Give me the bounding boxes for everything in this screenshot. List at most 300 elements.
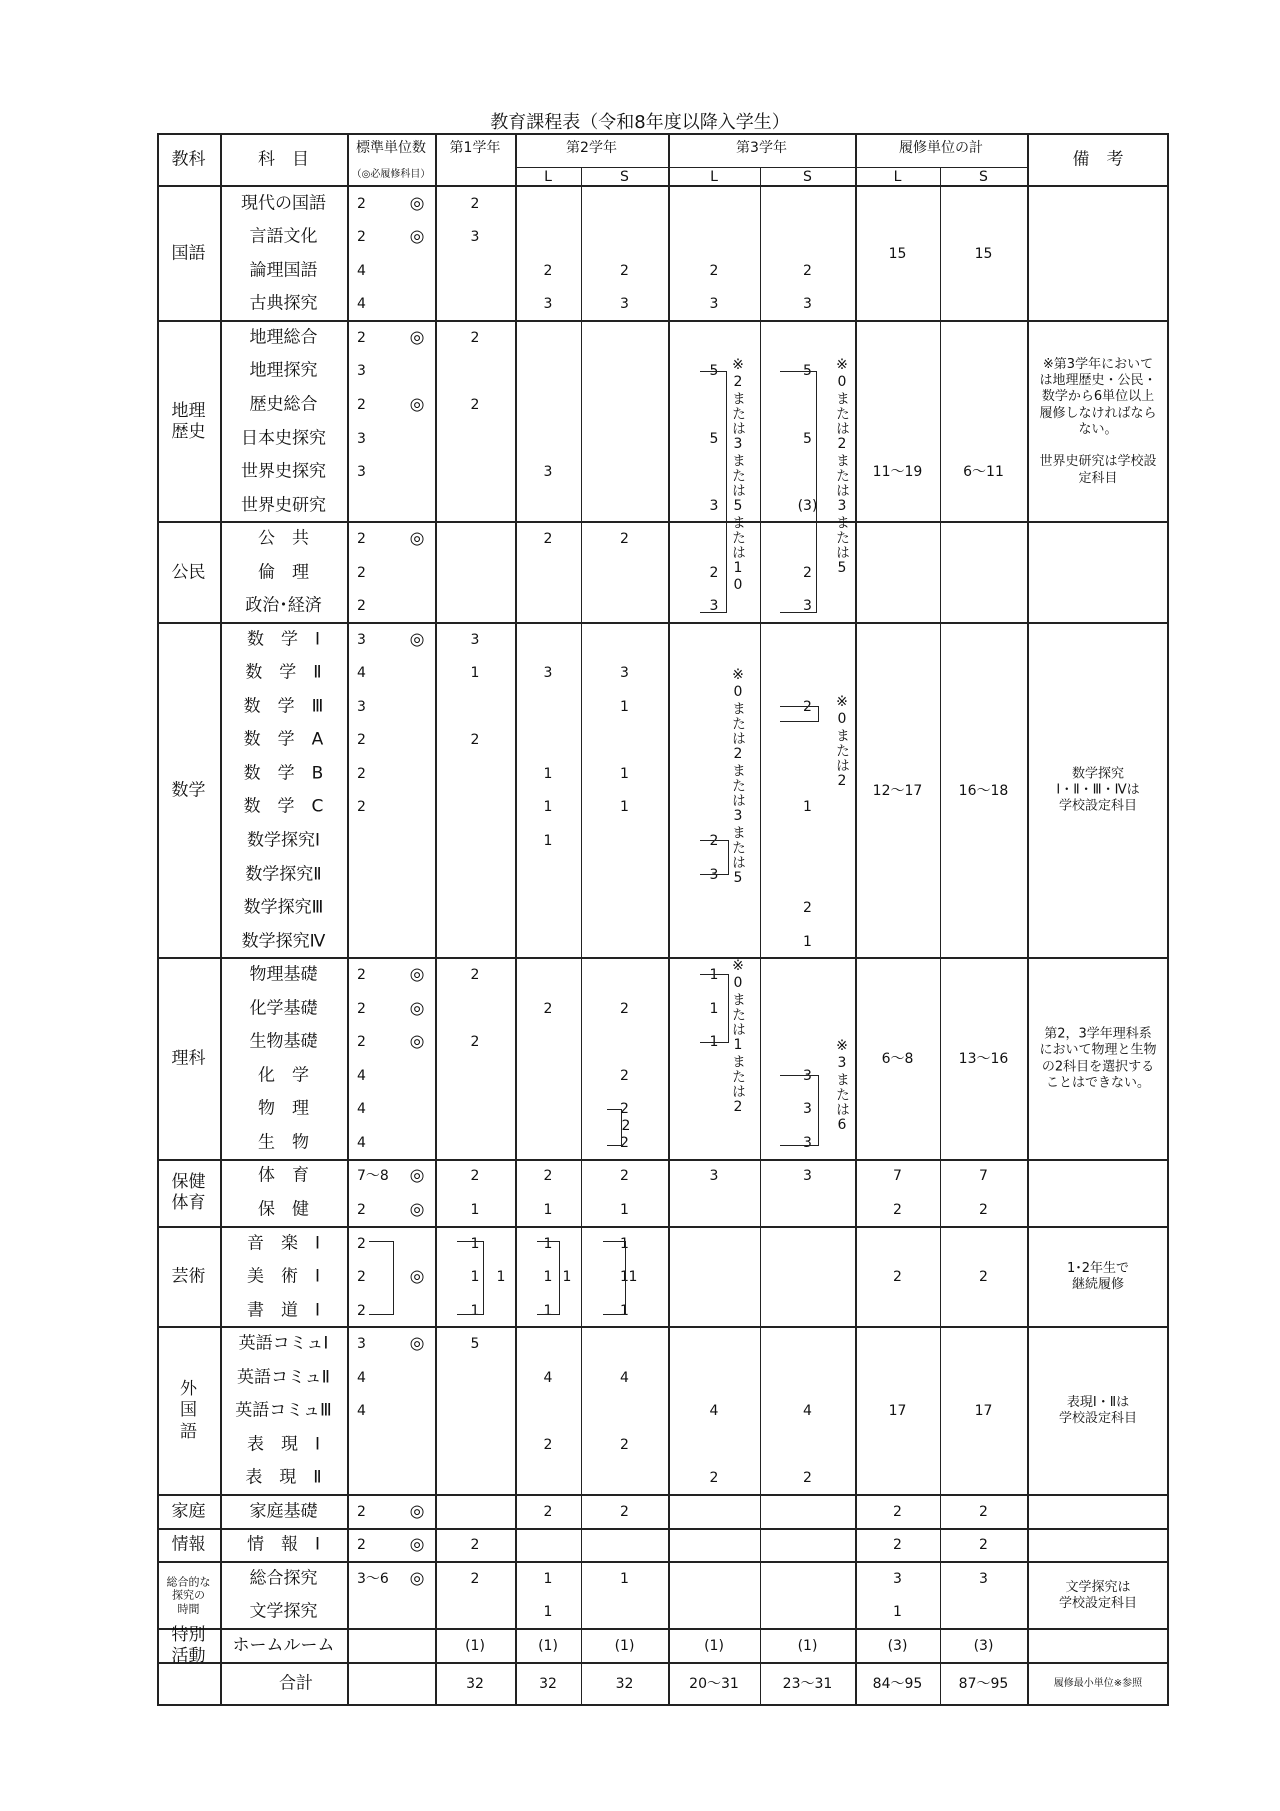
subject-name: 書 道 Ⅰ xyxy=(246,1300,321,1321)
year2-S-value: 1 xyxy=(620,1201,629,1218)
year3-S-value: 2 xyxy=(803,564,812,581)
footer-y1: 32 xyxy=(466,1676,484,1693)
year3-L-value: 3 xyxy=(709,1168,719,1185)
std-units: 4 xyxy=(357,1101,366,1118)
footer-y3S: 23～31 xyxy=(782,1676,833,1693)
year2-L-value: 2 xyxy=(543,262,553,279)
year3-L-value: 3 xyxy=(709,866,719,883)
grid-line xyxy=(157,133,1169,135)
grid-line xyxy=(157,1528,1169,1530)
year1-value: 2 xyxy=(470,1168,480,1185)
hist-L-bracket xyxy=(700,371,727,613)
subject-name: 地理総合 xyxy=(249,327,318,348)
group-name: 国語 xyxy=(171,243,206,264)
std-units: 2 xyxy=(357,397,366,413)
group-name: 外 国 語 xyxy=(180,1379,197,1442)
curriculum-table xyxy=(157,133,1169,1706)
std-units: 2 xyxy=(357,531,366,548)
year2-L-value: 2 xyxy=(543,1503,553,1520)
grid-line xyxy=(435,133,437,1706)
std-units: 3 xyxy=(357,1336,366,1353)
header-ls: L xyxy=(893,169,902,185)
year2-S-value: 1 xyxy=(620,698,629,715)
header-year2: 第2学年 xyxy=(566,140,617,156)
subject-name: 言語文化 xyxy=(249,226,318,247)
header-ls: L xyxy=(710,169,718,185)
year1-value: 2 xyxy=(470,732,480,749)
footer-y3L: 20～31 xyxy=(689,1676,739,1693)
subject-name: 世界史研究 xyxy=(241,495,326,516)
grid-line xyxy=(157,1494,1169,1496)
footer-y2S: 32 xyxy=(615,1676,634,1693)
subject-name: 数学探究Ⅳ xyxy=(241,931,326,952)
year3-S-value: 2 xyxy=(803,698,812,715)
year3-S-value: 3 xyxy=(803,1101,812,1118)
std-units: 2 xyxy=(357,329,366,346)
std-units: 4 xyxy=(357,665,366,682)
grid-line xyxy=(760,167,761,1663)
year1-value: 2 xyxy=(470,967,480,984)
subject-name: 世界史探究 xyxy=(241,461,326,482)
year2-L-value: 2 xyxy=(543,531,553,548)
footer-totS: 87～95 xyxy=(958,1676,1009,1693)
year2-S-value: 2 xyxy=(620,1168,629,1185)
group-name: 理科 xyxy=(171,1048,206,1069)
sci-y2S-bracket xyxy=(607,1109,622,1146)
year3-S-value: 5 xyxy=(803,430,812,447)
grid-line xyxy=(157,521,1169,523)
grid-line xyxy=(347,133,349,1706)
total-S: 6～11 xyxy=(963,464,1004,481)
art-std-bracket xyxy=(369,1241,394,1316)
grid-line xyxy=(157,1662,1169,1664)
required-mark: ◎ xyxy=(409,1333,425,1354)
total-L: 3 xyxy=(893,1570,902,1587)
std-units: 2 xyxy=(357,1302,366,1319)
grid-line xyxy=(157,1561,1169,1563)
grid-line xyxy=(760,1663,761,1706)
grid-line xyxy=(157,957,1169,959)
year2-S-value: 2 xyxy=(620,1101,629,1118)
year3-S-value: (3) xyxy=(797,497,818,514)
year2-L-value: 3 xyxy=(543,665,553,682)
subject-name: ホームルーム xyxy=(232,1635,335,1656)
year2-L-value: 2 xyxy=(543,1168,553,1185)
header-hyojun: 標準単位数 xyxy=(356,140,426,156)
year3-S-value: 3 xyxy=(803,1067,812,1084)
year3-S-value: 1 xyxy=(803,799,812,816)
year3-S-value: 3 xyxy=(803,1168,812,1185)
header-ls: S xyxy=(803,169,812,185)
std-units: 2 xyxy=(357,195,366,212)
group-name: 家庭 xyxy=(171,1501,206,1522)
subject-name: 総合探究 xyxy=(249,1568,318,1589)
group-name: 地理 歴史 xyxy=(171,400,206,442)
subject-name: 数 学 C xyxy=(243,796,324,817)
year3-L-value: 5 xyxy=(709,363,719,380)
total-S: 15 xyxy=(974,246,993,263)
subject-name: 英語コミュⅡ xyxy=(236,1367,331,1388)
grid-line xyxy=(668,167,855,168)
year2-S-value: 2 xyxy=(620,1067,629,1084)
year1-value: 1 xyxy=(470,665,480,682)
required-mark: ◎ xyxy=(409,1568,425,1589)
subject-name: 数学探究Ⅲ xyxy=(243,897,324,918)
year2-S-value: 2 xyxy=(620,1000,629,1017)
art-y2L-result: 1 xyxy=(562,1269,572,1286)
art-y1-result: 1 xyxy=(496,1269,506,1286)
header-year3: 第3学年 xyxy=(736,140,787,156)
total-L: 17 xyxy=(888,1403,907,1420)
grid-line xyxy=(157,622,1169,624)
year3-S-value: 5 xyxy=(803,363,812,380)
year3-L-value: 2 xyxy=(709,262,719,279)
year1-value: 2 xyxy=(470,329,480,346)
required-mark: ◎ xyxy=(409,998,425,1019)
total-L: (3) xyxy=(887,1637,908,1654)
year3-S-value: 3 xyxy=(803,598,812,615)
subject-name: 英語コミュⅠ xyxy=(238,1333,329,1354)
std-units: 2 xyxy=(357,967,366,984)
std-units: 2 xyxy=(357,1503,366,1520)
std-units: 7～8 xyxy=(357,1168,389,1185)
subject-name: 論理国語 xyxy=(249,260,318,281)
sci-S-bracket xyxy=(780,1075,819,1146)
year1-value: 3 xyxy=(470,631,480,648)
page-title: 教育課程表（令和8年度以降入学生） xyxy=(490,112,790,133)
subject-name: 数学探究Ⅰ xyxy=(246,830,321,851)
header-biko: 備 考 xyxy=(1072,149,1124,170)
std-units: 4 xyxy=(357,262,366,279)
subject-name: 地理探究 xyxy=(249,360,318,381)
year3-L-value: 3 xyxy=(709,296,719,313)
header-ls: S xyxy=(620,169,629,185)
year3-L-value: 5 xyxy=(709,430,719,447)
vertical-note: ※0または1または2 xyxy=(730,958,746,1117)
subject-name: 体 育 xyxy=(258,1165,309,1186)
subject-name: 日本史探究 xyxy=(241,428,326,449)
subject-name: 倫 理 xyxy=(258,562,309,583)
std-units: 2 xyxy=(357,1269,366,1286)
required-mark: ◎ xyxy=(409,394,425,415)
year2-L-value: (1) xyxy=(538,1637,558,1654)
grid-line xyxy=(1167,133,1169,1706)
std-units: 4 xyxy=(357,1067,366,1084)
required-mark: ◎ xyxy=(409,629,425,650)
required-mark: ◎ xyxy=(409,1165,425,1186)
std-units: 3 xyxy=(357,363,366,380)
subject-name: 数 学 B xyxy=(243,763,324,784)
header-year1: 第1学年 xyxy=(449,140,501,156)
subject-name: 現代の国語 xyxy=(241,193,326,214)
year2-L-value: 1 xyxy=(543,799,553,816)
std-units: 4 xyxy=(357,1134,366,1151)
std-units: 3 xyxy=(357,464,366,481)
year3-S-value: 4 xyxy=(803,1403,812,1420)
std-units: 2 xyxy=(357,1235,366,1252)
year3-S-value: 1 xyxy=(803,933,812,950)
year1-value: 2 xyxy=(470,1034,480,1051)
group-note: 数学探究 Ⅰ・Ⅱ・Ⅲ・Ⅳは 学校設定科目 xyxy=(1056,766,1140,814)
year2-L-value: 1 xyxy=(543,1604,553,1621)
group-name: 数学 xyxy=(171,780,206,801)
header-ls: S xyxy=(979,169,988,185)
total-L: 7 xyxy=(893,1168,902,1185)
grid-line xyxy=(515,133,517,1706)
math-L-bracket xyxy=(700,840,729,875)
required-mark: ◎ xyxy=(409,964,425,985)
year2-L-value: 1 xyxy=(543,765,553,782)
year1-value: 2 xyxy=(470,195,480,212)
year2-L-value: 1 xyxy=(543,833,553,850)
art-y2L-bracket xyxy=(537,1241,560,1319)
subject-name: 数 学 Ⅱ xyxy=(245,662,322,683)
footer-y2L: 32 xyxy=(539,1676,557,1693)
year2-L-value: 4 xyxy=(543,1369,553,1386)
grid-line xyxy=(157,1628,1169,1630)
year2-S-value: 4 xyxy=(620,1369,629,1386)
grid-line xyxy=(668,133,670,1706)
total-L: 12～17 xyxy=(872,782,923,799)
vertical-note: ※0または2または3または5 xyxy=(834,356,850,577)
year3-L-value: (1) xyxy=(704,1637,724,1654)
grid-line xyxy=(157,1226,1169,1228)
year2-S-value: 1 xyxy=(620,799,629,816)
year2-S-value: 2 xyxy=(620,531,629,548)
grid-line xyxy=(1027,133,1029,1706)
total-L: 6～8 xyxy=(881,1051,914,1068)
group-note: 第2，3学年理科系において物理と生物の2科目を選択することはできない。 xyxy=(1039,1026,1157,1091)
grid-line xyxy=(157,1704,1169,1706)
year2-S-value: 3 xyxy=(620,296,629,313)
grid-line xyxy=(220,133,222,1706)
std-units: 4 xyxy=(357,1403,366,1420)
std-units: 2 xyxy=(357,1537,366,1554)
year2-S-value: 1 xyxy=(620,765,629,782)
grid-line xyxy=(940,167,941,1663)
required-mark: ◎ xyxy=(409,1199,425,1220)
group-note: 文学探究は 学校設定科目 xyxy=(1058,1579,1137,1611)
subject-name: 数学探究Ⅱ xyxy=(245,864,322,885)
header-kamoku: 科 目 xyxy=(258,149,309,170)
required-mark: ◎ xyxy=(409,226,425,247)
year2-S-value: 2 xyxy=(620,1436,629,1453)
total-S: 2 xyxy=(979,1537,988,1554)
subject-name: 化学基礎 xyxy=(249,998,318,1019)
subject-name: 古典探究 xyxy=(249,293,318,314)
year2-S-value: (1) xyxy=(614,1637,635,1654)
year2-L-value: 3 xyxy=(543,464,553,481)
grid-line xyxy=(855,167,1027,168)
year2-S-value: 1 xyxy=(620,1570,629,1587)
header-hyojun-note: （◎必履修科目） xyxy=(351,169,431,180)
grid-line xyxy=(157,133,159,1706)
total-S: 17 xyxy=(974,1403,993,1420)
group-name: 特別 活動 xyxy=(171,1624,206,1666)
std-units: 2 xyxy=(357,1034,366,1051)
grid-line xyxy=(855,133,857,1706)
total-S: 2 xyxy=(979,1269,988,1286)
total-S: 3 xyxy=(979,1570,988,1587)
total-S: 16～18 xyxy=(958,782,1009,799)
year1-value: 2 xyxy=(470,397,480,413)
subject-name: 物理基礎 xyxy=(249,964,318,985)
year3-L-value: 4 xyxy=(709,1403,719,1420)
group-note: ※第3学年においては地理歴史・公民・数学から6単位以上履修しなければならない。 世界史研究は学校設定科目 xyxy=(1039,356,1157,486)
required-mark: ◎ xyxy=(409,327,425,348)
year1-value: 5 xyxy=(470,1336,480,1353)
subject-name: 生 物 xyxy=(258,1132,309,1153)
grid-line xyxy=(157,1159,1169,1161)
subject-name: 数 学 A xyxy=(243,729,324,750)
year2-S-value: 1 xyxy=(620,1269,629,1286)
grid-line xyxy=(157,320,1169,322)
year3-L-value: 1 xyxy=(709,1034,719,1051)
hist-S-bracket xyxy=(780,371,817,613)
std-units: 3 xyxy=(357,631,366,648)
subject-name: 化 学 xyxy=(258,1065,309,1086)
year1-value: 2 xyxy=(470,1570,480,1587)
year2-S-value: 2 xyxy=(620,1134,629,1151)
year3-L-value: 1 xyxy=(709,967,719,984)
year1-value: 2 xyxy=(470,1537,480,1554)
subject-name: 公 共 xyxy=(258,528,309,549)
vertical-note: ※0または2または3または5 xyxy=(730,666,746,887)
total-S: 7 xyxy=(979,1168,988,1185)
vertical-note: ※2または3または5または10 xyxy=(730,356,746,594)
art-y2S-bracket xyxy=(603,1241,626,1316)
footer-note: 履修最小単位※参照 xyxy=(1053,1678,1143,1690)
required-mark: ◎ xyxy=(409,193,425,214)
year1-value: 1 xyxy=(470,1302,480,1319)
std-units: 4 xyxy=(357,1369,366,1386)
year3-S-value: 2 xyxy=(803,1470,812,1487)
group-note: 表現Ⅰ・Ⅱは 学校設定科目 xyxy=(1058,1394,1137,1427)
year2-S-value: 1 xyxy=(620,1235,629,1252)
art-y1-bracket xyxy=(457,1241,484,1319)
group-name: 保健 体育 xyxy=(171,1171,206,1214)
std-units: 4 xyxy=(357,296,366,313)
year1-value: 1 xyxy=(470,1201,480,1218)
std-units: 3 xyxy=(357,430,366,447)
year3-L-value: 2 xyxy=(709,1470,719,1487)
grid-line xyxy=(515,167,668,168)
std-units: 2 xyxy=(357,229,366,246)
header-total: 履修単位の計 xyxy=(899,140,983,156)
subject-name: 音 楽 Ⅰ xyxy=(246,1233,321,1253)
std-units: 2 xyxy=(357,732,366,749)
total-L: 2 xyxy=(893,1503,902,1520)
sci-y2S-result: 2 xyxy=(621,1118,631,1135)
group-name: 芸術 xyxy=(171,1266,206,1287)
total-L: 2 xyxy=(893,1537,902,1554)
total-S: (3) xyxy=(973,1637,994,1654)
std-units: 2 xyxy=(357,1201,366,1218)
grid-line xyxy=(581,1663,582,1706)
year2-L-value: 1 xyxy=(543,1302,553,1319)
subject-name: 生物基礎 xyxy=(249,1031,318,1052)
year2-L-value: 1 xyxy=(543,1201,553,1218)
year3-L-value: 3 xyxy=(709,497,719,514)
total-L: 2 xyxy=(893,1269,902,1286)
grid-line xyxy=(940,1663,941,1706)
sci-L-bracket xyxy=(700,974,729,1043)
subject-name: 英語コミュⅢ xyxy=(235,1400,332,1421)
vertical-note: ※3または6 xyxy=(834,1037,850,1134)
footer-totL: 84～95 xyxy=(872,1676,923,1693)
year2-L-value: 1 xyxy=(543,1269,553,1286)
year2-S-value: 2 xyxy=(620,262,629,279)
subject-name: 文学探究 xyxy=(249,1601,318,1622)
year2-L-value: 1 xyxy=(543,1235,553,1252)
year3-S-value: 2 xyxy=(803,900,812,917)
year3-S-value: 3 xyxy=(803,1134,812,1151)
year3-S-value: 3 xyxy=(803,296,812,313)
grid-line xyxy=(581,167,582,1663)
grid-line xyxy=(157,1326,1169,1328)
vertical-note: ※0または2 xyxy=(834,694,850,791)
subject-name: 情 報 Ⅰ xyxy=(246,1534,321,1555)
subject-name: 数 学 Ⅲ xyxy=(243,696,324,717)
std-units: 2 xyxy=(357,1000,366,1017)
year1-value: (1) xyxy=(465,1637,485,1654)
year3-S-value: 2 xyxy=(803,262,812,279)
total-L: 1 xyxy=(893,1604,902,1621)
year2-S-value: 1 xyxy=(620,1302,629,1319)
art-y2S-result: 1 xyxy=(628,1269,638,1286)
subject-name: 物 理 xyxy=(258,1098,309,1119)
subject-name: 政治･経済 xyxy=(245,595,322,616)
header-ls: L xyxy=(544,169,552,185)
required-mark: ◎ xyxy=(409,1501,425,1522)
year3-L-value: 2 xyxy=(709,564,719,581)
total-S: 13～16 xyxy=(958,1051,1009,1068)
year2-L-value: 1 xyxy=(543,1570,553,1587)
subject-name: 数 学 Ⅰ xyxy=(246,629,321,650)
total-L: 15 xyxy=(888,246,907,263)
subject-name: 表 現 Ⅰ xyxy=(246,1434,321,1455)
year1-value: 3 xyxy=(470,229,480,246)
footer-label: 合計 xyxy=(279,1673,313,1694)
subject-name: 歴史総合 xyxy=(249,394,318,415)
std-units: 2 xyxy=(357,564,366,581)
required-mark: ◎ xyxy=(409,1031,425,1052)
year2-S-value: 2 xyxy=(620,1503,629,1520)
year2-L-value: 3 xyxy=(543,296,553,313)
required-mark: ◎ xyxy=(409,1266,425,1287)
total-L: 11～19 xyxy=(872,464,923,481)
required-mark: ◎ xyxy=(409,1534,425,1555)
group-name: 総合的な 探究の 時間 xyxy=(166,1575,211,1616)
subject-name: 家庭基礎 xyxy=(249,1501,318,1522)
group-name: 公民 xyxy=(171,562,206,583)
total-L: 2 xyxy=(893,1201,902,1218)
group-name: 情報 xyxy=(171,1534,206,1555)
year3-L-value: 1 xyxy=(709,1000,719,1017)
total-S: 2 xyxy=(979,1503,988,1520)
subject-name: 表 現 Ⅱ xyxy=(245,1467,322,1488)
grid-line xyxy=(157,185,1169,187)
std-units: 3 xyxy=(357,698,366,715)
subject-name: 美 術 Ⅰ xyxy=(246,1266,321,1287)
subject-name: 保 健 xyxy=(258,1199,309,1220)
std-units: 2 xyxy=(357,598,366,615)
std-units: 2 xyxy=(357,765,366,782)
year2-S-value: 3 xyxy=(620,665,629,682)
math-S-bracket xyxy=(780,706,819,722)
year1-value: 1 xyxy=(470,1235,480,1252)
year2-L-value: 2 xyxy=(543,1000,553,1017)
